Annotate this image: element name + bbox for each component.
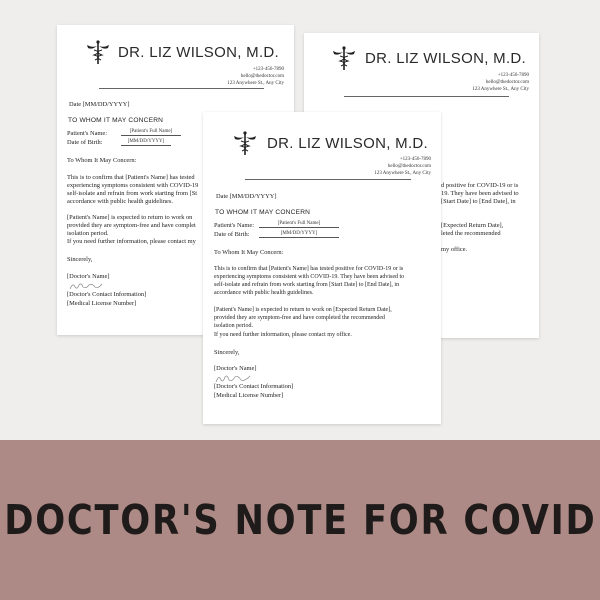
- header-divider: [245, 179, 411, 180]
- body-line: self-isolate and refrain from work starting from [Start Date] to [End Date], in: [214, 282, 400, 288]
- license-field: [Medical License Number]: [67, 300, 137, 307]
- doctor-contact: [324, 156, 431, 177]
- doctor-name: DR. LIZ WILSON, M.D.: [365, 50, 527, 67]
- dob-field: [MM/DD/YYYY]: [259, 231, 339, 238]
- patient-name-field: [Patient's Full Name]: [259, 221, 339, 228]
- body-line: 19. They have been advised to: [441, 190, 519, 197]
- body-line: isolation period.: [67, 230, 109, 237]
- dob-field: [MM/DD/YYYY]: [121, 139, 171, 146]
- body-line: This is to confirm that [Patient's Name] has tested positive for COVID-19 or is: [214, 266, 404, 272]
- contact-field: [Doctor's Contact Information]: [67, 291, 147, 298]
- doctor-name-field: [Doctor's Name]: [67, 273, 110, 280]
- license-field: [Medical License Number]: [214, 392, 284, 399]
- doctor-name: DR. LIZ WILSON, M.D.: [267, 135, 429, 152]
- doctor-address: 123 Anywhere St., Any City: [374, 171, 431, 176]
- contact-field: [Doctor's Contact Information]: [214, 383, 294, 390]
- doctor-contact: [177, 66, 284, 87]
- header-divider: [344, 96, 509, 97]
- doctor-contact: [422, 72, 529, 93]
- body-line: accordance with public health guidelines.: [67, 198, 173, 205]
- body-line: [Expected Return Date],: [441, 222, 504, 229]
- body-line: d positive for COVID-19 or is: [441, 182, 519, 189]
- body-line: If you need further information, please contact my: [67, 238, 196, 245]
- caduceus-icon: [232, 130, 258, 156]
- patient-name-label: Patient's Name:: [214, 222, 255, 229]
- doctor-phone: +123-456-7890: [252, 67, 284, 72]
- body-line: my office.: [441, 246, 468, 253]
- body-line: self-isolate and refrain from work starting from [St: [67, 190, 198, 197]
- signature-mark: [69, 281, 103, 291]
- closing: Sincerely,: [214, 349, 240, 356]
- letter-date: Date [MM/DD/YYYY]: [69, 101, 130, 108]
- banner-title: DOCTOR'S NOTE FOR COVID: [3, 496, 597, 544]
- salutation: To Whom It May Concern:: [67, 157, 137, 164]
- letter-date: Date [MM/DD/YYYY]: [216, 193, 277, 200]
- dob-label: Date of Birth:: [214, 231, 250, 238]
- header-divider: [99, 88, 264, 89]
- dob-label: Date of Birth:: [67, 139, 103, 146]
- body-line: accordance with public health guidelines.: [214, 290, 314, 296]
- doctor-email: hello@thedoctor.com: [485, 80, 529, 85]
- patient-name-field: [Patient's Full Name]: [121, 129, 181, 136]
- doctor-email: hello@thedoctor.com: [240, 74, 284, 79]
- body-line: experiencing symptoms consistent with COVID-19. They have been advised to: [214, 274, 405, 280]
- doctor-name-field: [Doctor's Name]: [214, 365, 257, 372]
- doctor-email: hello@thedoctor.com: [387, 164, 431, 169]
- body-line: [Patient's Name] is expected to return to work on [Expected Return Date],: [214, 307, 392, 313]
- doctor-name: DR. LIZ WILSON, M.D.: [118, 44, 280, 61]
- body-line: This is to confirm that [Patient's Name] has tested: [67, 174, 195, 181]
- doctor-address: 123 Anywhere St., Any City: [227, 81, 284, 86]
- caduceus-icon: [331, 45, 357, 71]
- doctor-phone: +123-456-7890: [497, 73, 529, 78]
- body-line: experiencing symptoms consistent with COVID-19: [67, 182, 199, 189]
- letter-heading: TO WHOM IT MAY CONCERN: [215, 209, 311, 216]
- body-line: provided they are symptom-free and have complet: [67, 222, 196, 229]
- caduceus-icon: [85, 39, 111, 65]
- salutation: To Whom It May Concern:: [214, 249, 284, 256]
- body-line: [Start Date] to [End Date], in: [441, 198, 516, 205]
- note-sheet-front: [203, 112, 441, 424]
- body-line: [Patient's Name] is expected to return to work on: [67, 214, 193, 221]
- patient-name-label: Patient's Name:: [67, 130, 108, 137]
- body-line: isolation period.: [214, 323, 253, 329]
- letter-heading: TO WHOM IT MAY CONCERN: [68, 117, 164, 124]
- body-line: If you need further information, please contact my office.: [214, 332, 352, 338]
- title-banner: [0, 440, 600, 600]
- body-line: provided they are symptom-free and have completed the recommended: [214, 315, 385, 321]
- body-line: leted the recommended: [441, 230, 501, 237]
- doctor-address: 123 Anywhere St., Any City: [472, 87, 529, 92]
- closing: Sincerely,: [67, 256, 93, 263]
- doctor-phone: +123-456-7890: [399, 157, 431, 162]
